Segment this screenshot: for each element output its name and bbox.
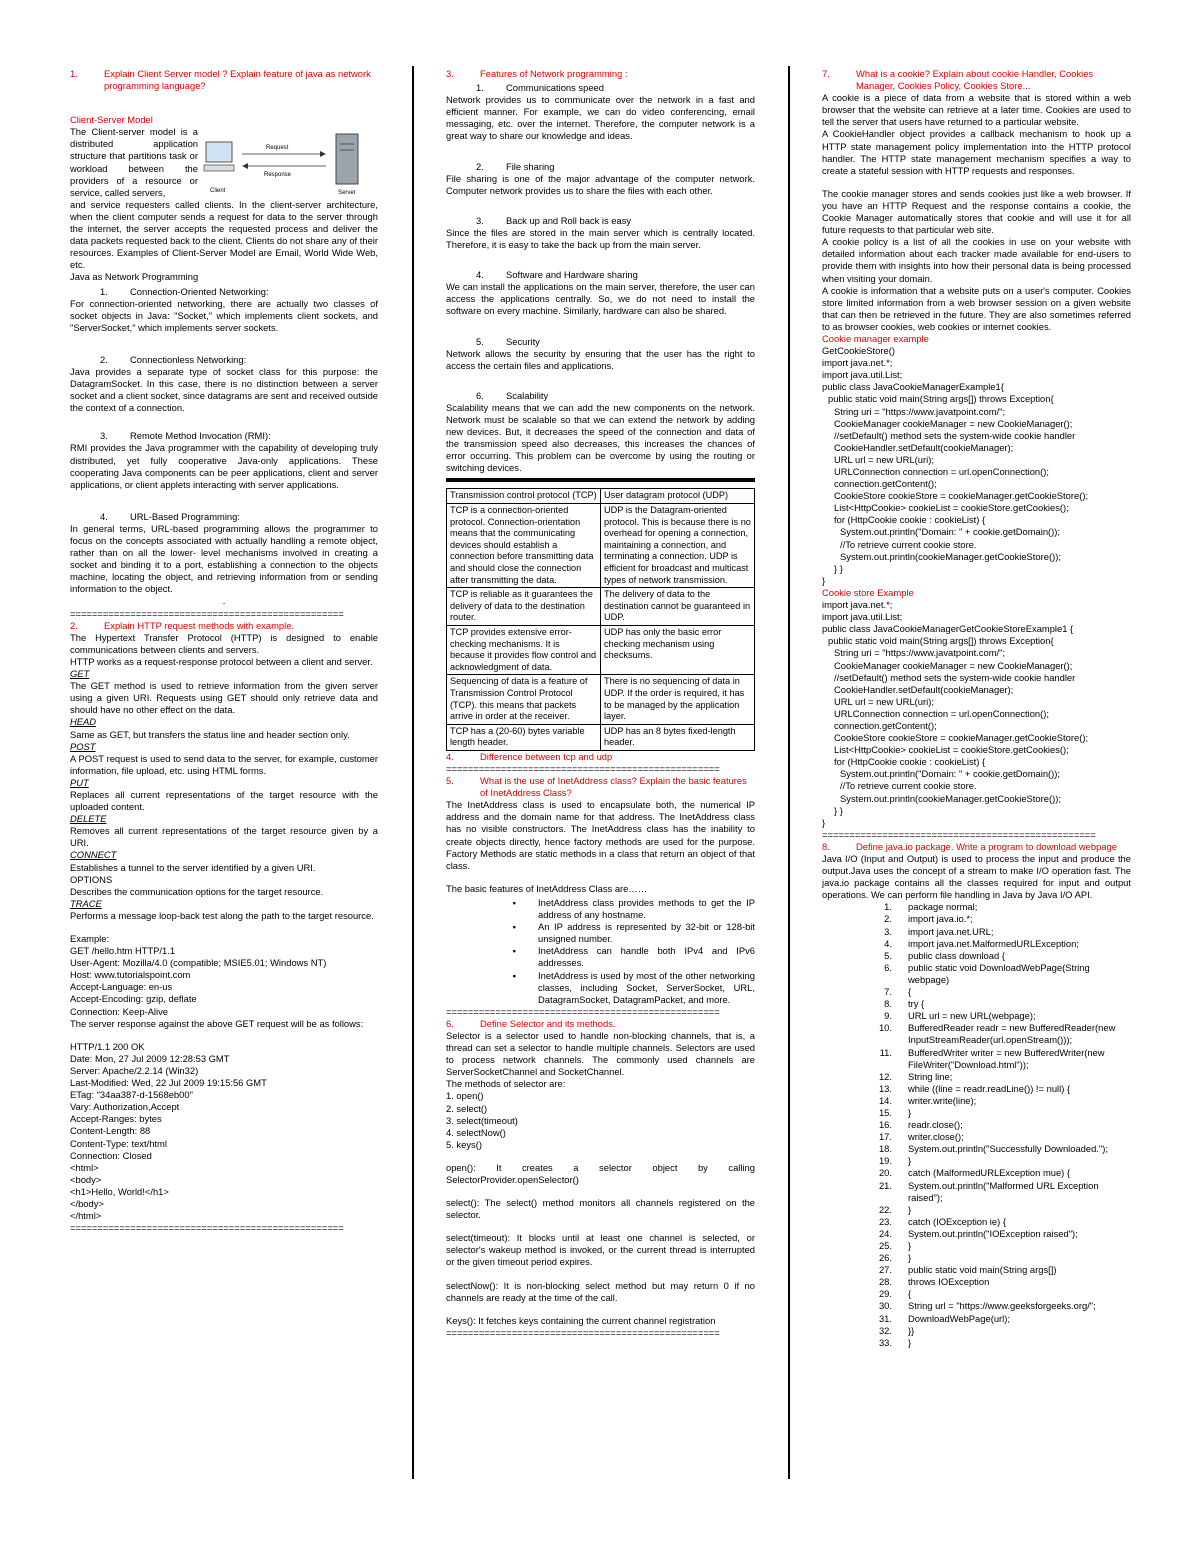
program-line — [822, 1095, 1131, 1107]
q4-heading: 4. Difference between tcp and udp — [446, 750, 613, 762]
code-line: //setDefault() method sets the system-wide cookie handler — [834, 429, 1076, 441]
program-line — [822, 1204, 1131, 1216]
program-line — [822, 1010, 1131, 1022]
code-line: connection.getContent(); — [834, 719, 937, 731]
line-code: DownloadWebPage(url); — [908, 1312, 1010, 1324]
q3-heading: 3. Features of Network programming : — [446, 68, 628, 79]
tcp-udp-table — [446, 488, 755, 750]
client-label: Client — [210, 188, 226, 195]
program-line — [822, 1252, 1131, 1264]
line-number: 8. — [884, 998, 892, 1010]
list-item: ▪ An IP address is represented by 32-bit or 128-bit unsigned number. — [512, 921, 755, 945]
j2-text: Java provides a separate type of socket class for this purpose: the DatagramSocket. In this case, there is no distinction between a server socket and a client socket, since datagrams are sent and received outside the context of a connection. — [70, 365, 378, 414]
line-code: import java.net.URL; — [908, 925, 994, 937]
line-code: } — [908, 1252, 912, 1264]
table-cell: UDP has an 8 bytes fixed-length header. — [601, 724, 755, 750]
code-line: List<HttpCookie> cookieList = cookieStore.getCookies(); — [834, 502, 1069, 514]
program-line — [822, 1313, 1131, 1325]
table-row — [447, 675, 755, 724]
f1-heading: 1. Communications speed — [476, 82, 604, 94]
program-line — [822, 938, 1131, 950]
line-code: catch (IOException ie) { — [908, 1215, 1006, 1227]
q1-heading: 1. Explain Client Server model ? Explain feature of java as network programming language? — [70, 68, 371, 92]
line-number: 30. — [878, 1300, 892, 1312]
code-line: <body> — [70, 1173, 102, 1185]
code-line: URL url = new URL(uri); — [834, 695, 934, 707]
code-line: String uri = "https://www.javatpoint.com/"; — [834, 405, 1006, 417]
download-program — [822, 901, 1131, 1348]
put-text: Replaces all current representations of the target resource with the uploaded content. — [70, 788, 378, 813]
line-number: 1. — [884, 901, 892, 913]
code-line: List<HttpCookie> cookieList = cookieStore.getCookies(); — [834, 744, 1069, 756]
line-number: 29. — [878, 1288, 892, 1300]
line-code: try { — [908, 998, 925, 1010]
line-code: writer.write(line); — [908, 1094, 977, 1106]
line-number: 26. — [878, 1252, 892, 1264]
cs-heading: Client-Server Model — [70, 114, 153, 126]
code-line: } — [822, 816, 826, 828]
program-line — [822, 1300, 1131, 1312]
code-line: public class JavaCookieManagerExample1{ — [822, 381, 1004, 393]
q5-heading: 5. What is the use of InetAddress class? Explain the basic features of InetAddress Class? — [446, 775, 747, 799]
line-code: import java.net.MalformedURLException; — [908, 937, 1079, 949]
code-line: Accept-Ranges: bytes — [70, 1113, 162, 1125]
f6-text: Scalability means that we can add the new components on the network. Network must be scalable so that we can extend the network by adding new devices. But, it decreases the speed of the connection and data of the transmission speed also decreases, this increases the chances of error occurring. This problem can be overcome by using the routing or switching devices. — [446, 401, 755, 474]
j3-text: RMI provides the Java programmer with the capability of developing truly distributed, yet fully cooperative Java-only applications. These cooperating Java components can be peer applications, client and server applications, or client applets interacting with server applications. — [70, 442, 378, 490]
selector-methods — [446, 1090, 755, 1150]
line-code: URL url = new URL(webpage); — [908, 1010, 1036, 1022]
program-line — [822, 1216, 1131, 1228]
f2-heading: 2. File sharing — [476, 160, 555, 172]
line-code: BufferedReader readr = new BufferedReader(new InputStreamReader(url.openStream())); — [908, 1022, 1116, 1046]
line-code: System.out.println("Successfully Downloaded."); — [908, 1143, 1108, 1155]
line-number: 10. — [878, 1022, 892, 1034]
code-line: CookieHandler.setDefault(cookieManager); — [834, 441, 1014, 453]
client-server-block — [70, 126, 378, 199]
options-text: Describes the communication options for the target resource. — [70, 885, 324, 897]
f2-text: File sharing is one of the major advantage of the computer network. Computer network provides us to share the files with each other. — [446, 172, 755, 196]
program-line — [822, 1107, 1131, 1119]
code-line: import java.util.List; — [822, 611, 903, 623]
code-line: Accept-Language: en-us — [70, 981, 173, 993]
line-code: { — [908, 986, 912, 998]
code-line: Vary: Authorization,Accept — [70, 1101, 180, 1113]
line-code: String url = "https://www.geeksforgeeks.org/"; — [908, 1300, 1096, 1312]
line-code: public static void main(String args[]) — [908, 1264, 1057, 1276]
line-code: String line; — [908, 1070, 953, 1082]
code-line: Last-Modified: Wed, 22 Jul 2009 19:15:56 GMT — [70, 1077, 267, 1089]
program-line — [822, 986, 1131, 998]
list-item: ▪ InetAddress can handle both IPv4 and IPv6 addresses. — [512, 945, 755, 969]
list-item: 5. keys() — [446, 1138, 482, 1150]
http-work: HTTP works as a request-response protocol between a client and server. — [70, 655, 373, 667]
delete-text: Removes all current representations of the target resource given by a URI. — [70, 825, 378, 849]
line-number: 27. — [878, 1264, 892, 1276]
list-item: 2. select() — [446, 1102, 488, 1114]
program-line — [822, 998, 1131, 1010]
request-label: Request — [266, 145, 289, 152]
line-code: } — [908, 1106, 912, 1118]
http-intro: The Hypertext Transfer Protocol (HTTP) is designed to enable communications between clients and servers. — [70, 631, 378, 655]
table-cell: Transmission control protocol (TCP) — [447, 489, 601, 504]
line-code: public class download { — [908, 949, 1005, 961]
code-line: Content-Type: text/html — [70, 1137, 167, 1149]
table-row — [447, 504, 755, 588]
program-line — [822, 1155, 1131, 1167]
code-line: </body> — [70, 1197, 104, 1209]
list-item: 4. selectNow() — [446, 1126, 506, 1138]
line-number: 13. — [878, 1082, 892, 1094]
selectnow-text: selectNow(): It is non-blocking select method but may return 0 if no channels are ready at the time of the call. — [446, 1279, 755, 1303]
program-line — [822, 1325, 1131, 1337]
code-line: CookieHandler.setDefault(cookieManager); — [834, 683, 1014, 695]
inet-bullets — [446, 897, 755, 1006]
cs-rest: and service requesters called clients. In the client-server architecture, when the client computer sends a request for data to the server through the internet, the server accepts the requested process and deliver the data packets requested back to the client. Clients do not share any of their resources. Examples of Client-Server Model are Email, World Wide Web, etc. — [70, 198, 378, 271]
line-number: 21. — [878, 1179, 892, 1191]
program-line — [822, 1240, 1131, 1252]
open-text: open(): It creates a selector object by calling SelectorProvider.openSelector() — [446, 1161, 755, 1185]
cookie-store-code — [822, 599, 1131, 829]
line-code: import java.io.*; — [908, 913, 973, 925]
code-line: Accept-Encoding: gzip, deflate — [70, 993, 197, 1005]
cookie-manager-code — [822, 345, 1131, 587]
cookie-p3: The cookie manager stores and sends cookies just like a web browser. If you have an HTTP Request and the response contains a cookie, the Cookie Manager automatically stores that cookie and will use it for all future requests to that particular web site. — [822, 187, 1131, 236]
code-line: System.out.println(cookieManager.getCookieStore()); — [840, 792, 1061, 804]
table-cell: TCP is reliable as it guarantees the delivery of data to the destination router. — [447, 588, 601, 626]
program-line — [822, 1131, 1131, 1143]
f1-text: Network provides us to communicate over the network in a fast and efficient manner. For example, we can do video conferencing, email messaging, etc. over the internet. Therefore, the computer network is a great way to share our knowledge and ideas. — [446, 94, 755, 142]
table-cell: TCP provides extensive error-checking mechanisms. It is because it provides flow control and acknowledgment of data. — [447, 625, 601, 674]
line-number: 9. — [884, 1010, 892, 1022]
line-number: 2. — [884, 913, 892, 925]
separator: ================================================== — [822, 828, 1096, 840]
code-line: GET /hello.htm HTTP/1.1 — [70, 945, 176, 957]
line-code: } — [908, 1336, 912, 1348]
code-line: CookieManager cookieManager = new CookieManager(); — [834, 417, 1073, 429]
j3-heading: 3. Remote Method Invocation (RMI): — [100, 430, 271, 442]
code-line: <h1>Hello, World!</h1> — [70, 1185, 169, 1197]
column-divider-2 — [788, 66, 790, 1479]
thick-rule — [446, 478, 755, 482]
line-code: throws IOException — [908, 1276, 990, 1288]
table-cell: There is no sequencing of data in UDP. If the order is required, it has to be managed by the application layer. — [601, 675, 755, 724]
code-line: URLConnection connection = url.openConnection(); — [834, 466, 1049, 477]
line-number: 33. — [878, 1336, 892, 1348]
code-line: String uri = "https://www.javatpoint.com/"; — [834, 647, 1006, 659]
cookie-p5: A cookie is information that a website puts on a user's computer. Cookies store limited information from a web browser session on a given website that can then be retrieved in the future. They are also sometimes referred to as browser cookies, web cookies or internet cookies. — [822, 284, 1131, 332]
line-number: 20. — [878, 1167, 892, 1179]
f6-heading: 6. Scalability — [476, 389, 549, 401]
q6-heading: 6. Define Selector and its methods. — [446, 1017, 616, 1029]
table-row — [447, 625, 755, 674]
line-number: 24. — [878, 1227, 892, 1239]
list-item: 1. open() — [446, 1090, 484, 1102]
table-row — [447, 489, 755, 504]
line-number: 7. — [884, 986, 892, 998]
program-line — [822, 962, 1131, 986]
code-line: HTTP/1.1 200 OK — [70, 1040, 145, 1052]
post-text: A POST request is used to send data to the server, for example, customer information, file upload, etc. using HTML forms. — [70, 752, 378, 776]
code-line: //To retrieve current cookie store. — [840, 780, 977, 792]
program-line — [822, 1022, 1131, 1046]
line-code: BufferedWriter writer = new BufferedWriter(new FileWriter("Download.html")); — [908, 1046, 1105, 1070]
post-label: POST — [70, 740, 96, 752]
cookie-p1: A cookie is a piece of data from a website that is stored within a web browser that the website can retrieve at a later time. Cookies are used to tell the server that users have returned to a particular website. — [822, 92, 1131, 128]
code-line: Host: www.tutorialspoint.com — [70, 969, 191, 981]
line-number: 15. — [878, 1106, 892, 1118]
program-line — [822, 901, 1131, 913]
f4-text: We can install the applications on the main server, therefore, the user can access the applications centrally. So, we do not need to install the software on every machine. Similarly, hardware can also be shared. — [446, 281, 755, 317]
program-line — [822, 1337, 1131, 1349]
code-line: User-Agent: Mozilla/4.0 (compatible; MSIE5.01; Windows NT) — [70, 957, 327, 969]
timeout-text: select(timeout): It blocks until at least one channel is selected, or selector's wakeup method is invoked, or the current thread is interrupted or the given timeout period expires. — [446, 1232, 755, 1268]
code-line: The server response against the above GET request will be as follows: — [70, 1017, 364, 1029]
separator: ================================================== — [446, 1005, 720, 1017]
line-code: } — [908, 1203, 912, 1215]
j1-text: For connection-oriented networking, there are actually two classes of socket objects in Java: "Socket," which implements client sockets, and "ServerSocket," which implements server sockets. — [70, 297, 378, 333]
program-line — [822, 1071, 1131, 1083]
column-2 — [446, 68, 755, 1339]
f4-heading: 4. Software and Hardware sharing — [476, 269, 638, 281]
inet-features: The basic features of InetAddress Class are…… — [446, 882, 648, 894]
selector-methods-label: The methods of selector are: — [446, 1078, 566, 1090]
f3-text: Since the files are stored in the main server which is centrally located. Therefore, it is easy to take the back up from the main server. — [446, 226, 755, 251]
code-line: for (HttpCookie cookie : cookieList) { — [834, 756, 986, 768]
code-line: connection.getContent(); — [834, 478, 937, 490]
code-line: //To retrieve current cookie store. — [840, 538, 977, 550]
cookie-store-heading: Cookie store Example — [822, 586, 914, 598]
program-line — [822, 1119, 1131, 1131]
program-line — [822, 1083, 1131, 1095]
code-line: ETag: "34aa387-d-1568eb00" — [70, 1089, 193, 1101]
code-line: System.out.println("Domain: " + cookie.getDomain()); — [840, 768, 1061, 780]
program-line — [822, 926, 1131, 938]
server-label: Server — [338, 190, 356, 197]
line-code: while ((line = readr.readLine()) != null) { — [908, 1082, 1071, 1094]
code-line: Content-Length: 88 — [70, 1125, 151, 1137]
column-divider-1 — [412, 66, 414, 1479]
put-label: PUT — [70, 776, 89, 788]
response-example — [70, 1041, 378, 1222]
client-server-diagram — [200, 130, 375, 206]
line-code: readr.close(); — [908, 1119, 963, 1131]
table-cell: TCP is a connection-oriented protocol. Connection-orientation means that the communicating devices should establish a connection before transmitting data and should close the connection after transmitting the data. — [447, 504, 601, 588]
response-label: Response — [264, 172, 292, 179]
table-cell: UDP has only the basic error checking mechanism using checksums. — [601, 625, 755, 674]
line-number: 23. — [878, 1215, 892, 1227]
f5-heading: 5. Security — [476, 335, 540, 347]
cookie-p2: A CookieHandler object provides a callback mechanism to hook up a HTTP state management policy implementation into the HTTP protocol handler. The HTTP state management mechanism specifies a way to create a stateful session with HTTP requests and responses. — [822, 128, 1131, 176]
code-line: public class JavaCookieManagerGetCookieStoreExample1 { — [822, 623, 1074, 635]
q2-heading: 2. Explain HTTP request methods with example. — [70, 619, 295, 631]
code-line: for (HttpCookie cookie : cookieList) { — [834, 514, 986, 526]
trace-label: TRACE — [70, 897, 102, 909]
program-line — [822, 1167, 1131, 1179]
code-line: System.out.println(cookieManager.getCookieStore()); — [840, 550, 1061, 562]
program-line — [822, 913, 1131, 925]
trace-text: Performs a message loop-back test along the path to the target resource. — [70, 909, 374, 921]
line-number: 19. — [878, 1155, 892, 1167]
program-line — [822, 1264, 1131, 1276]
code-line: import java.net.*; — [822, 599, 893, 611]
program-line — [822, 1180, 1131, 1204]
code-line: public static void main(String args[]) throws Exception{ — [828, 393, 1054, 405]
code-line: } — [822, 574, 826, 586]
program-line — [822, 1276, 1131, 1288]
code-line: </html> — [70, 1210, 102, 1222]
separator: ================================================== — [70, 607, 344, 619]
keys-text: Keys(): It fetches keys containing the current channel registration — [446, 1314, 716, 1326]
cookie-p4: A cookie policy is a list of all the cookies in use on your website with detailed information about each tracker made available for end-users to provide them with insights into how their personal data is being processed when visiting your domain. — [822, 236, 1131, 284]
dot: . — [222, 595, 226, 607]
q7-heading: 7. What is a cookie? Explain about cookie Handler, Cookies Manager, Cookies Policy, Cookies Store... — [822, 68, 1094, 92]
options-label: OPTIONS — [70, 873, 113, 885]
table-cell: Sequencing of data is a feature of Transmission Control Protocol (TCP). this means that packets arrive in order at the receiver. — [447, 675, 601, 724]
line-number: 12. — [878, 1070, 892, 1082]
inet-text: The InetAddress class is used to encapsulate both, the numerical IP address and the domain name for that address. The InetAddress class has no visible constructors. The InetAddress class has the inability to create objects directly, hence factory methods are used for the purpose. Factory Methods are static methods in a class that return an object of that class. — [446, 799, 755, 871]
program-line — [822, 1047, 1131, 1071]
program-line — [822, 1143, 1131, 1155]
code-line: <html> — [70, 1161, 99, 1173]
column-3 — [822, 68, 1131, 1349]
delete-label: DELETE — [70, 813, 107, 825]
get-text: The GET method is used to retrieve information from the given server using a given URI. Requests using GET should only retrieve data and should have no other effect on the data. — [70, 680, 378, 716]
line-number: 32. — [878, 1324, 892, 1336]
line-number: 25. — [878, 1240, 892, 1251]
line-number: 18. — [878, 1143, 892, 1155]
line-number: 22. — [878, 1203, 892, 1215]
program-line — [822, 1228, 1131, 1240]
get-label: GET — [70, 668, 90, 680]
code-line: GetCookieStore() — [822, 345, 895, 357]
program-line — [822, 1288, 1131, 1300]
j4-text: In general terms, URL-based programming allows the programmer to focus on the concepts associated with actually handling a remote object, rather than on all the lower- level mechanisms involved in creating a socket and binding it to a port, establishing a connection to the objects machine, locating the object, and retrieving information from or sending information to the object. — [70, 522, 378, 595]
code-line: CookieStore cookieStore = cookieManager.getCookieStore(); — [834, 490, 1089, 502]
line-number: 14. — [878, 1094, 892, 1106]
head-text: Same as GET, but transfers the status line and header section only. — [70, 728, 350, 740]
line-code: System.out.println("IOException raised"); — [908, 1227, 1078, 1239]
example-label: Example: — [70, 933, 110, 944]
list-item: ▪ InetAddress class provides methods to get the IP address of any hostname. — [512, 896, 755, 921]
line-code: package normal; — [908, 901, 978, 913]
separator: ================================================== — [70, 1222, 344, 1234]
line-number: 16. — [878, 1119, 892, 1131]
column-1 — [70, 68, 378, 1234]
line-number: 3. — [884, 925, 892, 937]
line-number: 17. — [878, 1131, 892, 1143]
table-cell: User datagram protocol (UDP) — [601, 489, 755, 504]
code-line: import java.net.*; — [822, 357, 893, 369]
j4-heading: 4. URL-Based Programming: — [100, 510, 240, 522]
program-line — [822, 950, 1131, 962]
select-text: select(): The select() method monitors all channels registered on the selector. — [446, 1197, 755, 1221]
list-item: 3. select(timeout) — [446, 1114, 518, 1126]
io-text: Java I/O (Input and Output) is used to process the input and produce the output.Java uses the concept of a stream to make I/O operation fast. The java.io package contains all the classes required for input and output operations. We can perform file handling in Java by Java I/O API. — [822, 853, 1131, 901]
code-line: Date: Mon, 27 Jul 2009 12:28:53 GMT — [70, 1052, 230, 1064]
code-line: public static void main(String args[]) throws Exception{ — [828, 635, 1054, 647]
code-line: Connection: Keep-Alive — [70, 1005, 168, 1017]
connect-label: CONNECT — [70, 849, 117, 861]
line-number: 28. — [878, 1276, 892, 1288]
head-label: HEAD — [70, 716, 97, 728]
cs-intro: The Client-server model is a distributed application structure that partitions task or workload between the providers of a resource or service, called servers, — [70, 126, 198, 198]
line-code: }} — [908, 1324, 915, 1336]
table-row — [447, 588, 755, 626]
table-cell: The delivery of data to the destination cannot be guaranteed in UDP. — [601, 588, 755, 626]
line-code: { — [908, 1288, 912, 1300]
separator: ================================================== — [446, 763, 720, 774]
table-row — [447, 724, 755, 750]
line-code: writer.close(); — [908, 1131, 964, 1143]
code-line: Server: Apache/2.2.14 (Win32) — [70, 1064, 199, 1076]
code-line: } } — [834, 562, 843, 574]
code-line: Connection: Closed — [70, 1149, 152, 1161]
line-number: 5. — [884, 949, 892, 961]
line-number: 11. — [879, 1046, 892, 1058]
selector-text: Selector is a selector used to handle non-blocking channels, that is, a thread can set a selector to handle multiple channels. Selectors are used to process network channels. The commonly used channels are ServerSocketChannel and SocketChannel. — [446, 1029, 755, 1078]
code-line: URLConnection connection = url.openConnection(); — [834, 707, 1049, 719]
line-number: 6. — [884, 961, 892, 973]
j2-heading: 2. Connectionless Networking: — [100, 353, 247, 365]
list-item: ▪ InetAddress is used by most of the other networking classes, including Socket, ServerSocket, URL, DatagramSocket, DatagramPacket, and more. — [512, 969, 755, 1005]
line-code: public static void DownloadWebPage(String webpage) — [908, 961, 1090, 985]
line-code: catch (MalformedURLException mue) { — [908, 1167, 1071, 1179]
table-cell: TCP has a (20-60) bytes variable length header. — [447, 724, 601, 750]
separator: ================================================== — [446, 1326, 720, 1338]
java-net-heading: Java as Network Programming — [70, 271, 199, 283]
line-number: 31. — [878, 1312, 892, 1324]
f5-text: Network allows the security by ensuring that the user has the right to access the certain files and applications. — [446, 347, 755, 371]
f3-heading: 3. Back up and Roll back is easy — [476, 214, 632, 226]
line-code: System.out.println("Malformed URL Exception raised"); — [908, 1179, 1099, 1203]
code-line: CookieStore cookieStore = cookieManager.getCookieStore(); — [834, 732, 1089, 744]
code-line: URL url = new URL(uri); — [834, 453, 934, 465]
code-line: } } — [834, 804, 843, 816]
table-cell: UDP is the Datagram-oriented protocol. This is because there is no overhead for opening a connection, maintaining a connection, and terminating a connection. UDP is efficient for broadcast and multicast types of network transmission. — [601, 504, 755, 588]
code-line: //setDefault() method sets the system-wide cookie handler — [834, 671, 1076, 683]
code-line: import java.util.List; — [822, 369, 903, 381]
code-line: CookieManager cookieManager = new CookieManager(); — [834, 659, 1073, 671]
connect-text: Establishes a tunnel to the server identified by a given URI. — [70, 861, 316, 873]
line-code: } — [908, 1240, 912, 1251]
q8-heading: 8. Define java.io package. Write a program to download webpage — [822, 840, 1117, 852]
request-example — [70, 945, 378, 1030]
j1-heading: 1. Connection-Oriented Networking: — [100, 285, 269, 297]
line-code: } — [908, 1155, 912, 1167]
line-number: 4. — [884, 937, 892, 949]
code-line: System.out.println("Domain: " + cookie.getDomain()); — [840, 526, 1061, 538]
cookie-manager-heading: Cookie manager example — [822, 332, 929, 344]
